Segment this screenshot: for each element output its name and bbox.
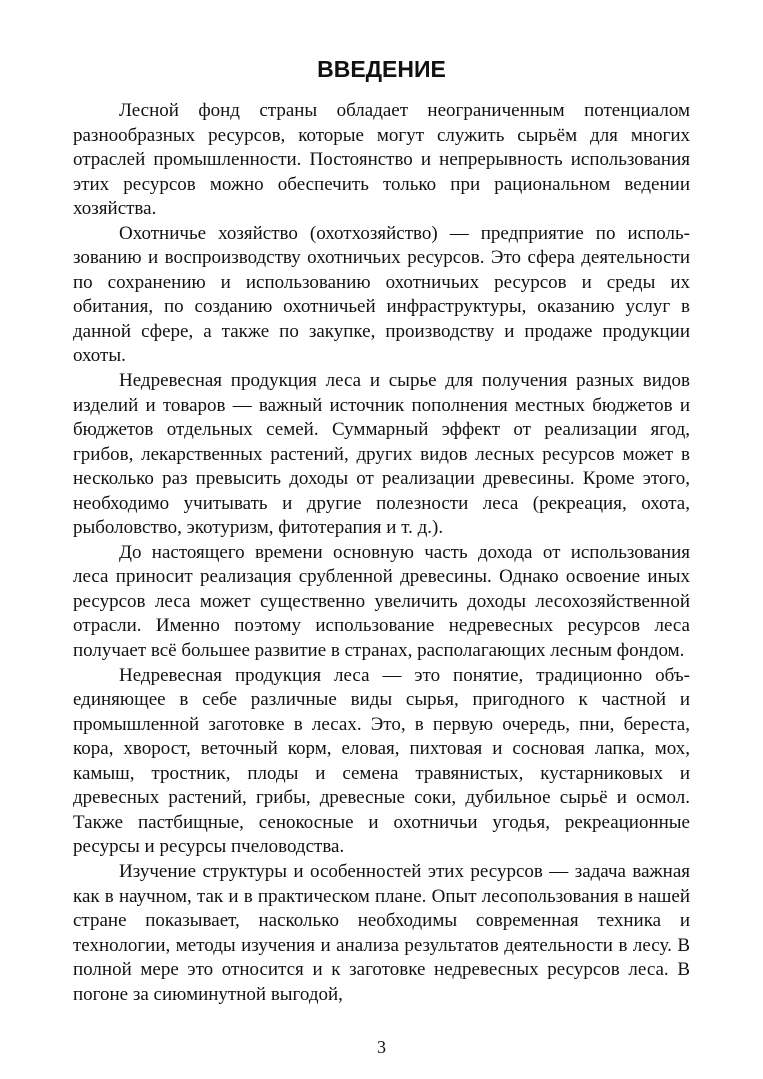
paragraph: Лесной фонд страны обладает неограниченным потенциалом разнообразных ресурсов, которые могут служить сырьём для многих отраслей промышленности. Постоянство и непрерывность использования этих ресурсов можно обеспечить только при рациональном ведении хозяйства. xyxy=(73,100,690,220)
body-text xyxy=(73,99,690,1007)
paragraph: Недревесная продукция леса — это понятие, традиционно объединяющее в себе различные виды сырья, пригодного к частной и промышленной заготовке в лесах. Это, в первую очередь, пни, береста, кора, хворост, веточный корм, еловая, пихтовая и сосновая лапка, мох, камыш, тростник, плоды и семена травянистых, кустарниковых и древесных растений, грибы, древесные соки, дубильное сырьё и осмол. Также пастбищные, сенокосные и охотничьи угодья, рекреационные ресурсы и ресурсы пчеловодства. xyxy=(73,664,690,858)
paragraph: Изучение структуры и особенностей этих ресурсов — задача важная как в научном, так и в практическом плане. Опыт лесопользования в нашей стране показывает, насколько необходимы современная техника и технологии, методы изучения и анализа результатов деятельности в лесу. В полной мере это относится и к заготовке недревесных ресурсов леса. В погоне за сиюминутной выгодой, xyxy=(73,860,690,1005)
chapter-title: ВВЕДЕНИЕ xyxy=(317,56,446,82)
paragraph: Недревесная продукция леса и сырье для получения разных видов изделий и товаров — важный источник пополнения местных бюджетов и бюджетов отдельных семей. Суммарный эффект от реализации ягод, грибов, лекарственных растений, других видов лесных ресурсов может в несколько раз превысить доходы от реализации древесины. Кроме этого, необходимо учитывать и другие полезности леса (рекреация, охота, рыболовство, экотуризм, фитотерапия и т. д.). xyxy=(73,370,690,539)
page-number: 3 xyxy=(377,1037,386,1057)
paragraph: Охотничье хозяйство (охотхозяйство) — предприятие по использованию и воспроизводству охотничьих ресурсов. Это сфера деятельности по сохранению и использованию охотничьих ресурсов и среды их обитания, по созданию охотничьей инфраструктуры, оказанию услуг в данной сфере, а также по закупке, производству и продаже продукции охоты. xyxy=(73,222,690,367)
paragraph: До настоящего времени основную часть дохода от использования леса приносит реализация срубленной древесины. Однако освоение иных ресурсов леса может существенно увеличить доходы лесохозяйственной отрасли. Именно поэтому использование недревесных ресурсов леса получает всё большее развитие в странах, располагающих лесным фондом. xyxy=(73,541,690,662)
